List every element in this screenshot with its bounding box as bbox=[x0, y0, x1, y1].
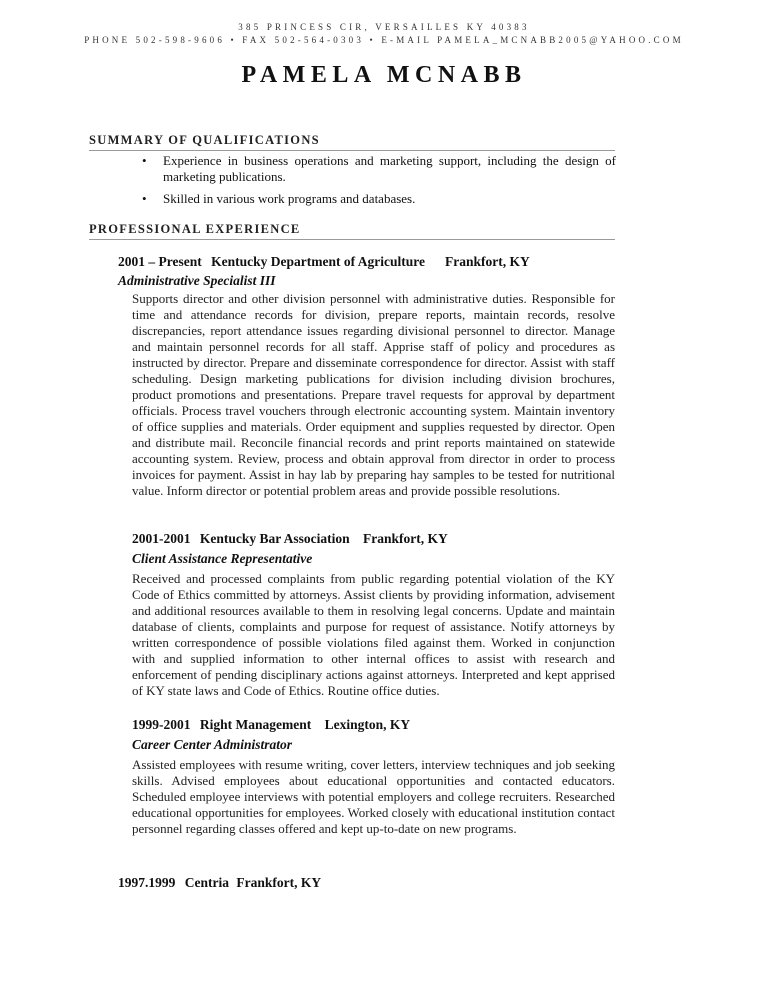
job-description: Received and processed complaints from public regarding potential violation of the KY Code of Ethics committed by attorneys. Assist clients by providing information, advisement and additional resources available to them in resolving legal concerns. Update and maintain database of clients, complaints and purpose for request of assistance. Notify attorneys by written correspondence of possible violations filed against them. Worked in conjunction with and supplied information to other internal offices to assist with research and enforcement of pending disciplinary actions against attorneys. Interpreted and kept apprised of KY state laws and Code of Ethics. Routine office duties. bbox=[132, 571, 615, 698]
job-header bbox=[118, 254, 530, 270]
summary-item bbox=[120, 153, 616, 185]
job-header bbox=[132, 531, 448, 547]
contact-phone-fax-email: PHONE 502-598-9606 • FAX 502-564-0303 • E-MAIL PAMELA_MCNABB2005@YAHOO.COM bbox=[84, 35, 684, 45]
summary-item-text: Experience in business operations and marketing support, including the design of marketing publications. bbox=[163, 153, 616, 184]
job-title: Administrative Specialist III bbox=[118, 273, 276, 288]
applicant-name: PAMELA MCNABB bbox=[241, 62, 527, 88]
job-header bbox=[132, 717, 410, 733]
bullet-icon: • bbox=[142, 153, 147, 168]
job-dates: 1997.1999 bbox=[118, 875, 176, 890]
summary-item bbox=[120, 191, 616, 207]
job-title: Client Assistance Representative bbox=[132, 551, 313, 566]
summary-item-text: Skilled in various work programs and databases. bbox=[163, 191, 416, 206]
job-location: Frankfort, KY bbox=[363, 531, 448, 546]
contact-address: 385 PRINCESS CIR, VERSAILLES KY 40383 bbox=[238, 22, 530, 32]
experience-heading: PROFESSIONAL EXPERIENCE bbox=[89, 222, 615, 240]
summary-heading: SUMMARY OF QUALIFICATIONS bbox=[89, 133, 615, 151]
job-title: Career Center Administrator bbox=[132, 737, 293, 752]
job-description: Assisted employees with resume writing, cover letters, interview techniques and job seeking skills. Advised employees about educational opportunities and contacted educators. Scheduled employee interviews with potential employers and college recruiters. Researched educational opportunities for employees. Worked closely with educational institution contact personnel regarding classes offered and kept up-to-date on new programs. bbox=[132, 757, 615, 836]
job-location: Frankfort, KY bbox=[236, 875, 322, 890]
job-location: Lexington, KY bbox=[324, 717, 411, 732]
job-dates: 2001 – Present bbox=[118, 254, 202, 269]
job-description: Supports director and other division personnel with administrative duties. Responsible for time and attendance records for division, prepare reports, maintain records, resolve discrepancies, report attendance issues regarding divisional personnel to director. Manage and maintain personnel records for all staff. Apprise staff of policy and procedures as instructed by director. Prepare and disseminate correspondence for director. Assist with staff scheduling. Design marketing publications for division including division brochures, product promotions and presentations. Prepare travel requests for approval by department officials. Process travel vouchers through electronic accounting system. Maintain inventory of office supplies and materials. Order equipment and supplies requested by director. Open and distribute mail. Reconcile financial records and print reports maintained on statewide accounting system. Review, process and obtain approval from director in order to process invoices for payment. Assist in hay lab by preparing hay samples to be tested for nutritional value. Inform director or potential problem areas and provide possible resolutions. bbox=[132, 291, 615, 498]
job-employer: Centria bbox=[184, 875, 229, 890]
bullet-icon: • bbox=[142, 191, 147, 206]
job-header bbox=[118, 875, 321, 891]
job-dates: 1999-2001 bbox=[132, 717, 191, 732]
job-location: Frankfort, KY bbox=[445, 254, 530, 269]
job-employer: Kentucky Bar Association bbox=[199, 531, 350, 546]
job-dates: 2001-2001 bbox=[132, 531, 191, 546]
summary-list bbox=[120, 153, 616, 213]
job-employer: Kentucky Department of Agriculture bbox=[211, 254, 425, 269]
job-employer: Right Management bbox=[199, 717, 312, 732]
